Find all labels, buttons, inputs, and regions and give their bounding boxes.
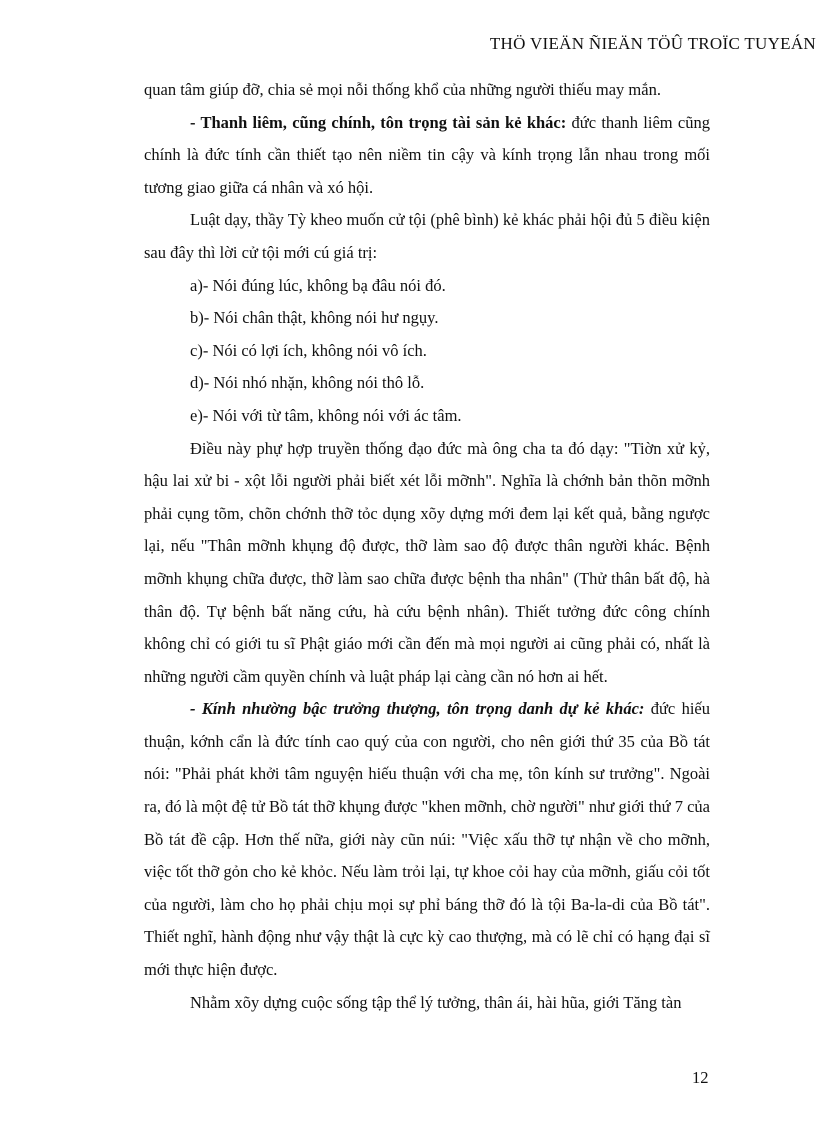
running-header: THÖ VIEÄN ÑIEÄN TÖÛ TROÏC TUYEÁN: [489, 34, 816, 53]
section-lead-integrity: - Thanh liêm, cũng chính, tôn trọng tài sản kẻ khác:: [190, 112, 567, 132]
page-body: [144, 74, 710, 1019]
paragraph-integrity-text: đức thanh liêm cũng chính là đức tính cần thiết tạo nên niềm tin cậy và kính trọng lẫn nhau trong mối tương giao giữa cá nhân và xó hội.: [144, 112, 710, 197]
paragraph-rules-intro: Luật dạy, thầy Tỳ kheo muốn cử tội (phê bình) kẻ khác phải hội đủ 5 điều kiện sau đây thì lời cử tội mới cú giá trị:: [144, 210, 710, 262]
paragraph-integrity: [144, 107, 710, 205]
list-item-e: e)- Nói với từ tâm, không nói với ác tâm.: [190, 405, 462, 425]
paragraph-respect: [144, 693, 710, 986]
list-item-b: b)- Nói chân thật, không nói hư ngụy.: [190, 308, 439, 328]
page-number: 12: [692, 1068, 709, 1087]
paragraph-tradition: Điều này phự hợp truyền thống đạo đức mà ông cha ta đó dạy: "Tiờn xử kỷ, hậu lai xử bi - xột lỗi người phải biết xét lỗi mỡnh". Nghĩa là chớnh bản thõn mỡnh phải cụng tõm, chõn chớnh thỡ tỏc dụng xõy dựng mới đem lại kết quả, bằng ngược lại, nếu "Thân mỡnh khụng độ được, thỡ làm sao độ được thân người khác. Bệnh mỡnh khụng chữa được, thỡ làm sao chữa được bệnh tha nhân" (Thử thân bất độ, hà thân độ. Tự bệnh bất năng cứu, hà cứu bệnh nhân). Thiết tưởng đức công chính không chỉ có giới tu sĩ Phật giáo mới cần đến mà mọi người ai cũng phải có, nhất là những người cầm quyền chính và luật pháp lại càng cần nó hơn ai hết.: [144, 438, 710, 686]
list-item-c: c)- Nói có lợi ích, không nói vô ích.: [190, 340, 427, 360]
list-item-d: d)- Nói nhó nhặn, không nói thô lỗ.: [190, 373, 425, 393]
paragraph-respect-text: đức hiếu thuận, kớnh cẩn là đức tính cao quý của con người, cho nên giới thứ 35 của Bồ tát nói: "Phải phát khởi tâm nguyện hiếu thuận với cha mẹ, tôn kính sư trưởng". Ngoài ra, đó là một đệ tử Bồ tát thỡ khụng được "khen mỡnh, chờ người" như giới thứ 7 của Bồ tát đề cập. Hơn thế nữa, giới này cũn núi: "Việc xấu thỡ tự nhận về cho mỡnh, việc tốt thỡ gỏn cho kẻ khỏc. Nếu làm trỏi lại, tự khoe cỏi hay của mỡnh, giấu cỏi tốt của người, làm cho họ phải chịu mọi sự phỉ báng thỡ đó là tội Ba-la-di của Bồ tát". Thiết nghĩ, hành động như vậy thật là cực kỳ cao thượng, mà có lẽ chỉ có hạng đại sĩ mới thực hiện được.: [144, 699, 710, 980]
paragraph-community: Nhằm xõy dựng cuộc sống tập thể lý tưởng, thân ái, hài hũa, giới Tăng tàn: [190, 992, 682, 1012]
list-item-a: a)- Nói đúng lúc, không bạ đâu nói đó.: [190, 275, 446, 295]
section-lead-respect: - Kính nhường bậc trưởng thượng, tôn trọng danh dự kẻ khác:: [190, 699, 645, 719]
paragraph-continuation: quan tâm giúp đỡ, chia sẻ mọi nỗi thống khổ của những người thiếu may mắn.: [144, 80, 661, 99]
